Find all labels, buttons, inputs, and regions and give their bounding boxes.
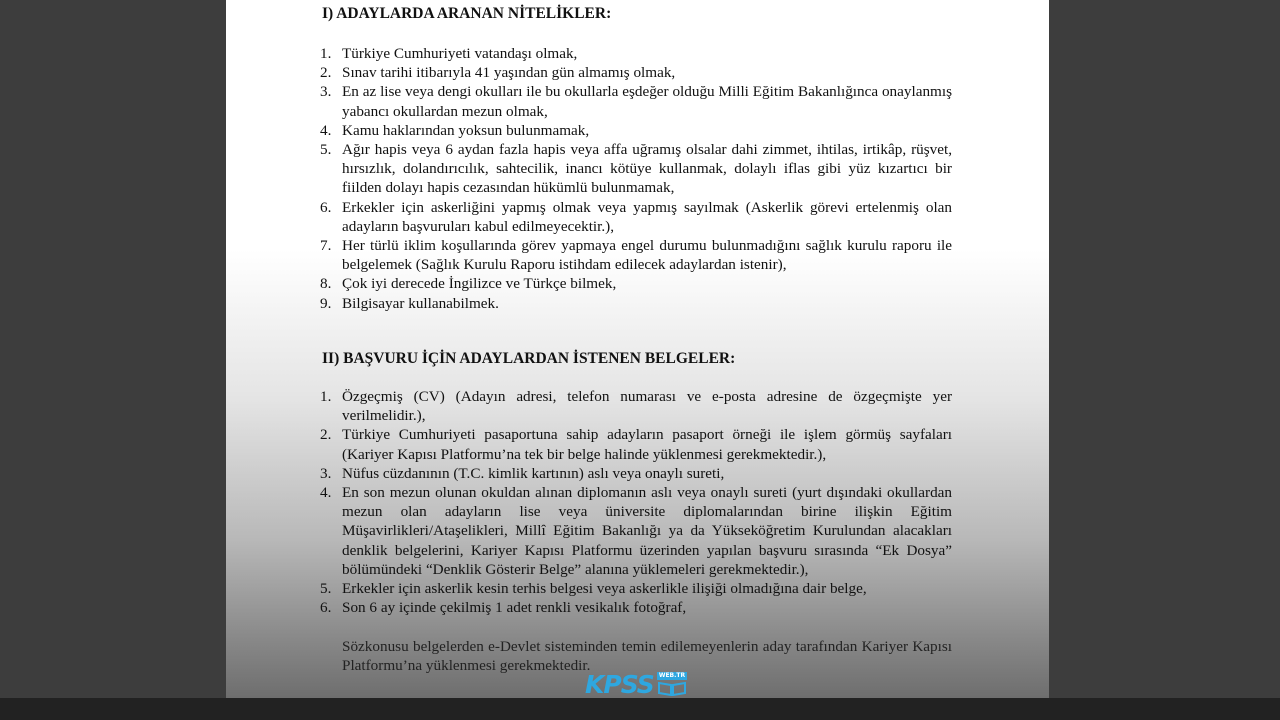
section-1-heading: I) ADAYLARDA ARANAN NİTELİKLER: <box>322 5 612 22</box>
left-background <box>0 0 226 720</box>
list-item: 3. En az lise veya dengi okulları ile bu okullarla eşdeğer olduğu Milli Eğitim Bakanlığınca onaylanmış yabancı okullardan mezun olmak, <box>320 83 952 120</box>
qualifications-list <box>320 44 952 313</box>
list-item: 5. Ağır hapis veya 6 aydan fazla hapis veya affa uğramış olsalar dahi zimmet, ihtilas, irtikâp, rüşvet, hırsızlık, dolandırıcılık, sahtecilik, inancı kötüye kullanmak, dolaylı iflas gibi yüz kızartıcı bir fiilden dolayı hapis cezasından hükümlü bulunmamak, <box>320 141 952 197</box>
list-item: 2. Sınav tarihi itibarıyla 41 yaşından gün almamış olmak, <box>320 64 676 82</box>
list-item: 4. En son mezun olunan okuldan alınan diplomanın aslı veya onaylı sureti (yurt dışındaki okullardan mezun olan adayların lise veya üniversite diplomalarından birine ilişkin Eğitim Müşavirlikleri/Ataşelikleri, Millî Eğitim Bakanlığı ya da Yükseköğretim Kurulundan alacakları denklik belgelerini, Kariyer Kapısı Platformu üzerinden yapılan başvuru sırasında “Ek Dosya” bölümündeki “Denklik Gösterir Belge” alanına yüklemeleri gerekmektedir.), <box>320 484 952 578</box>
documents-list <box>320 387 952 617</box>
right-background <box>1049 0 1280 720</box>
list-item: 8. Çok iyi derecede İngilizce ve Türkçe bilmek, <box>320 275 617 293</box>
list-item: 4. Kamu haklarından yoksun bulunmamak, <box>320 121 590 139</box>
list-item: 9. Bilgisayar kullanabilmek. <box>320 294 499 312</box>
logo-text: KPSS <box>585 669 654 699</box>
kpss-watermark-logo <box>585 670 687 698</box>
list-item: 2. Türkiye Cumhuriyeti pasaportuna sahip adayların pasaport örneği ile işlem görmüş sayfaları (Kariyer Kapısı Platformu’na tek bir belge halinde yüklenmesi gerekmektedir.), <box>320 426 952 463</box>
list-item: 3. Nüfus cüzdanının (T.C. kimlik kartının) aslı veya onaylı sureti, <box>320 464 725 482</box>
bottom-bar <box>0 698 1280 720</box>
list-item: 6. Son 6 ay içinde çekilmiş 1 adet renkli vesikalık fotoğraf, <box>320 599 687 617</box>
list-item: 7. Her türlü iklim koşullarında görev yapmaya engel durumu bulunmadığını sağlık kurulu raporu ile belgelemek (Sağlık Kurulu Raporu istihdam edilecek adaylardan istenir), <box>320 237 952 274</box>
document-page <box>226 0 1049 698</box>
logo-web-label: WEB.TR <box>658 672 686 679</box>
logo-badge <box>657 672 687 696</box>
list-item: 5. Erkekler için askerlik kesin terhis belgesi veya askerlikle ilişiği olmadığına dair belge, <box>320 580 867 598</box>
documents-note: Sözkonusu belgelerden e-Devlet sisteminden temin edilemeyenlerin aday tarafından Kariyer Kapısı Platformu’na yüklenmesi gerekmektedir. <box>342 638 952 675</box>
section-2-heading: II) BAŞVURU İÇİN ADAYLARDAN İSTENEN BELGELER: <box>322 350 736 367</box>
book-icon <box>657 680 687 696</box>
list-item: 6. Erkekler için askerliğini yapmış olmak veya yapmış sayılmak (Askerlik görevi ertelenmiş olan adayların başvuruları kabul edilmeyecektir.), <box>320 198 952 235</box>
list-item: 1. Türkiye Cumhuriyeti vatandaşı olmak, <box>320 45 578 62</box>
list-item: 1. Özgeçmiş (CV) (Adayın adresi, telefon numarası ve e-posta adresine de özgeçmişte yer verilmelidir.), <box>320 388 952 425</box>
